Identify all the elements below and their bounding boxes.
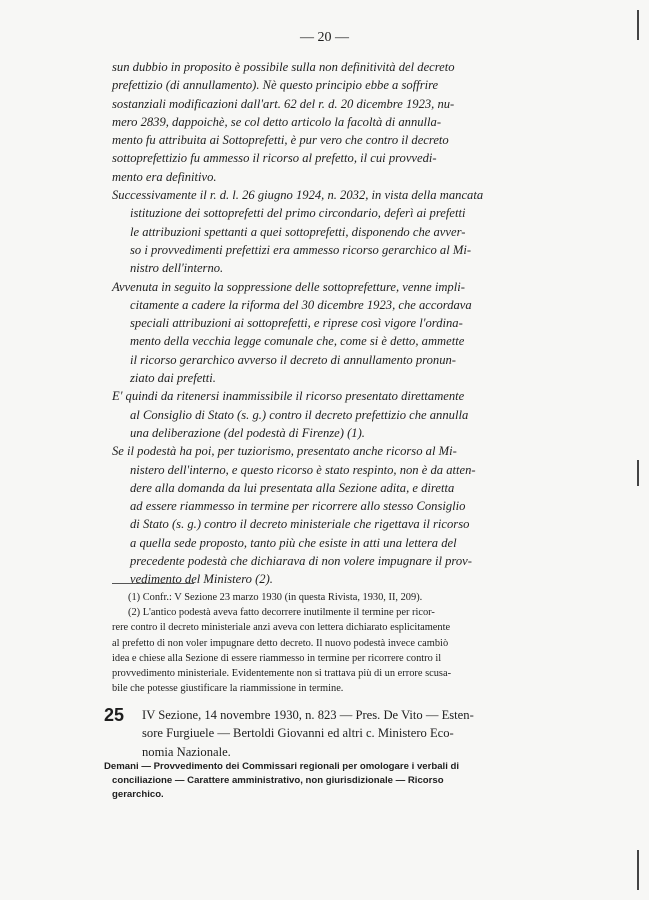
body-line: Se il podestà ha poi, per tuziorismo, presentato anche ricorso al Mi- <box>112 444 457 459</box>
footnote-line: provvedimento ministeriale. Evidentemente non si trattava più di un errore scusa- <box>112 667 452 679</box>
body-line: nistero dell'interno, e questo ricorso è stato respinto, non è da atten- <box>130 462 476 477</box>
body-line: a quella sede proposto, tanto più che esiste in atti una lettera del <box>130 535 457 550</box>
footnotes <box>112 590 544 696</box>
body-line: ziato dai prefetti. <box>130 371 216 386</box>
massima-line: gerarchico. <box>112 789 164 800</box>
scan-edge-mark <box>637 10 639 40</box>
scan-edge-mark <box>637 850 639 890</box>
body-line: istituzione dei sottoprefetti del primo circondario, deferì ai prefetti <box>130 206 466 221</box>
footnote-line: bile che potesse giustificare la riammissione in termine. <box>112 683 344 695</box>
body-line: citamente a cadere la riforma del 30 dicembre 1923, che accordava <box>130 297 472 312</box>
case-header-line: nomia Nazionale. <box>142 744 231 759</box>
massima-line: Demani — Provvedimento dei Commissari regionali per omologare i verbali di <box>104 761 460 772</box>
body-line: di Stato (s. g.) contro il decreto ministeriale che rigettava il ricorso <box>130 517 470 532</box>
body-line: le attribuzioni spettanti a quei sottoprefetti, disponendo che avver- <box>130 224 466 239</box>
footnote-line: rere contro il decreto ministeriale anzi aveva con lettera dichiarato esplicitamente <box>112 622 451 634</box>
body-line: sun dubbio in proposito è possibile sulla non definitività del decreto <box>112 60 455 74</box>
body-line: il ricorso gerarchico avverso il decreto di annullamento pronun- <box>130 352 456 367</box>
body-text <box>112 58 544 589</box>
footnote-line: (1) Confr.: V Sezione 23 marzo 1930 (in questa Rivista, 1930, II, 209). <box>128 592 423 603</box>
body-line: prefettizio (di annullamento). Nè questo principio ebbe a soffrire <box>112 78 439 93</box>
footnote-divider <box>112 583 194 584</box>
body-line: dere alla domanda da lui presentata alla Sezione adita, e diretta <box>130 480 455 495</box>
case-number: 25 <box>104 705 125 725</box>
body-line: precedente podestà che dichiarava di non volere impugnare il prov- <box>130 554 472 569</box>
body-line: so i provvedimenti prefettizi era ammesso ricorso gerarchico al Mi- <box>130 242 472 257</box>
body-line: speciali attribuzioni ai sottoprefetti, e riprese così vigore l'ordina- <box>130 316 463 331</box>
body-line: E' quindi da ritenersi inammissibile il ricorso presentato direttamente <box>112 389 465 404</box>
body-line: mento fu attribuita ai Sottoprefetti, è pur vero che contro il decreto <box>112 133 449 148</box>
scan-edge-mark <box>637 460 639 486</box>
body-line: vedimento del Ministero (2). <box>130 572 273 587</box>
massima <box>104 760 544 802</box>
body-line: ad essere riammesso in termine per ricorrere allo stesso Consiglio <box>130 499 466 514</box>
body-line: mero 2839, dappoichè, se col detto articolo la facoltà di annulla- <box>112 114 442 129</box>
case-header <box>142 706 544 761</box>
body-line: mento della vecchia legge comunale che, come si è detto, ammette <box>130 334 465 349</box>
footnote-line: idea e chiese alla Sezione di essere riammesso in termine per ricorrere contro il <box>112 652 442 664</box>
footnote-line: al prefetto di non voler impugnare detto decreto. Il nuovo podestà invece cambiò <box>112 637 449 649</box>
body-line: Avvenuta in seguito la soppressione delle sottoprefetture, venne impli- <box>112 279 465 294</box>
body-line: al Consiglio di Stato (s. g.) contro il decreto prefettizio che annulla <box>130 407 469 422</box>
case-header-line: IV Sezione, 14 novembre 1930, n. 823 — Pres. De Vito — Esten- <box>142 708 474 722</box>
body-line: una deliberazione (del podestà di Firenze) (1). <box>130 425 365 440</box>
body-line: sottoprefettizio fu ammesso il ricorso al prefetto, il cui provvedi- <box>112 151 437 166</box>
body-line: mento era definitivo. <box>112 169 217 184</box>
footnote-line: (2) L'antico podestà aveva fatto decorrere inutilmente il termine per ricor- <box>128 607 435 619</box>
body-line: nistro dell'interno. <box>130 261 224 276</box>
massima-line: conciliazione — Carattere amministrativo, non giurisdizionale — Ricorso <box>112 775 444 786</box>
body-line: Successivamente il r. d. l. 26 giugno 1924, n. 2032, in vista della mancata <box>112 188 484 203</box>
case-header-line: sore Furgiuele — Bertoldi Giovanni ed altri c. Ministero Eco- <box>142 726 454 741</box>
body-line: sostanziali modificazioni dall'art. 62 del r. d. 20 dicembre 1923, nu- <box>112 96 455 111</box>
page-number: — 20 — <box>300 30 349 45</box>
